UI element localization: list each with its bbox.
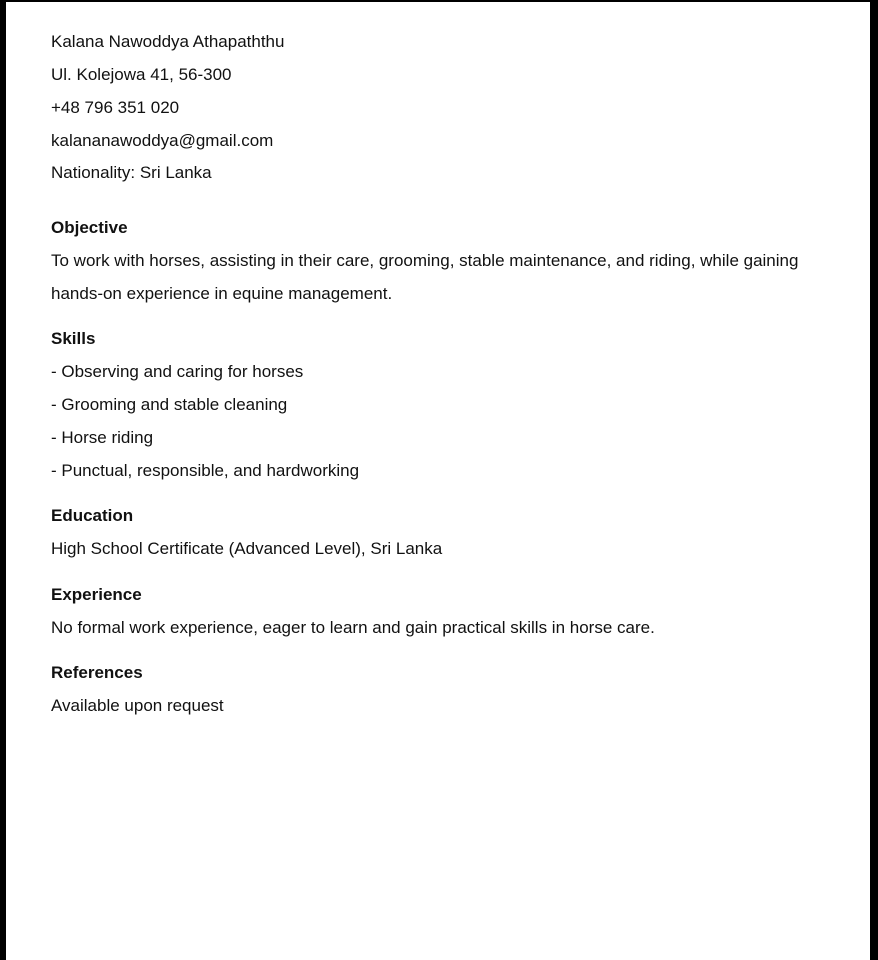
objective-line: hands-on experience in equine management. [51,284,393,303]
contact-email: kalananawoddya@gmail.com [51,131,274,150]
contact-address: Ul. Kolejowa 41, 56-300 [51,65,232,84]
document-page [6,2,870,960]
contact-name: Kalana Nawoddya Athapaththu [51,32,285,51]
skill-item: - Punctual, responsible, and hardworking [51,461,360,480]
education-text: High School Certificate (Advanced Level), Sri Lanka [51,539,443,558]
references-heading: References [51,663,143,682]
education-heading: Education [51,506,134,525]
contact-nationality: Nationality: Sri Lanka [51,163,212,182]
objective-line: To work with horses, assisting in their care, grooming, stable maintenance, and riding, while gaining [51,251,799,270]
references-text: Available upon request [51,696,224,715]
contact-phone: +48 796 351 020 [51,98,180,117]
skill-item: - Grooming and stable cleaning [51,395,288,414]
skill-item: - Observing and caring for horses [51,362,304,381]
objective-heading: Objective [51,218,128,237]
skills-heading: Skills [51,329,96,348]
experience-text: No formal work experience, eager to learn and gain practical skills in horse care. [51,618,655,637]
experience-heading: Experience [51,585,142,604]
skill-item: - Horse riding [51,428,154,447]
